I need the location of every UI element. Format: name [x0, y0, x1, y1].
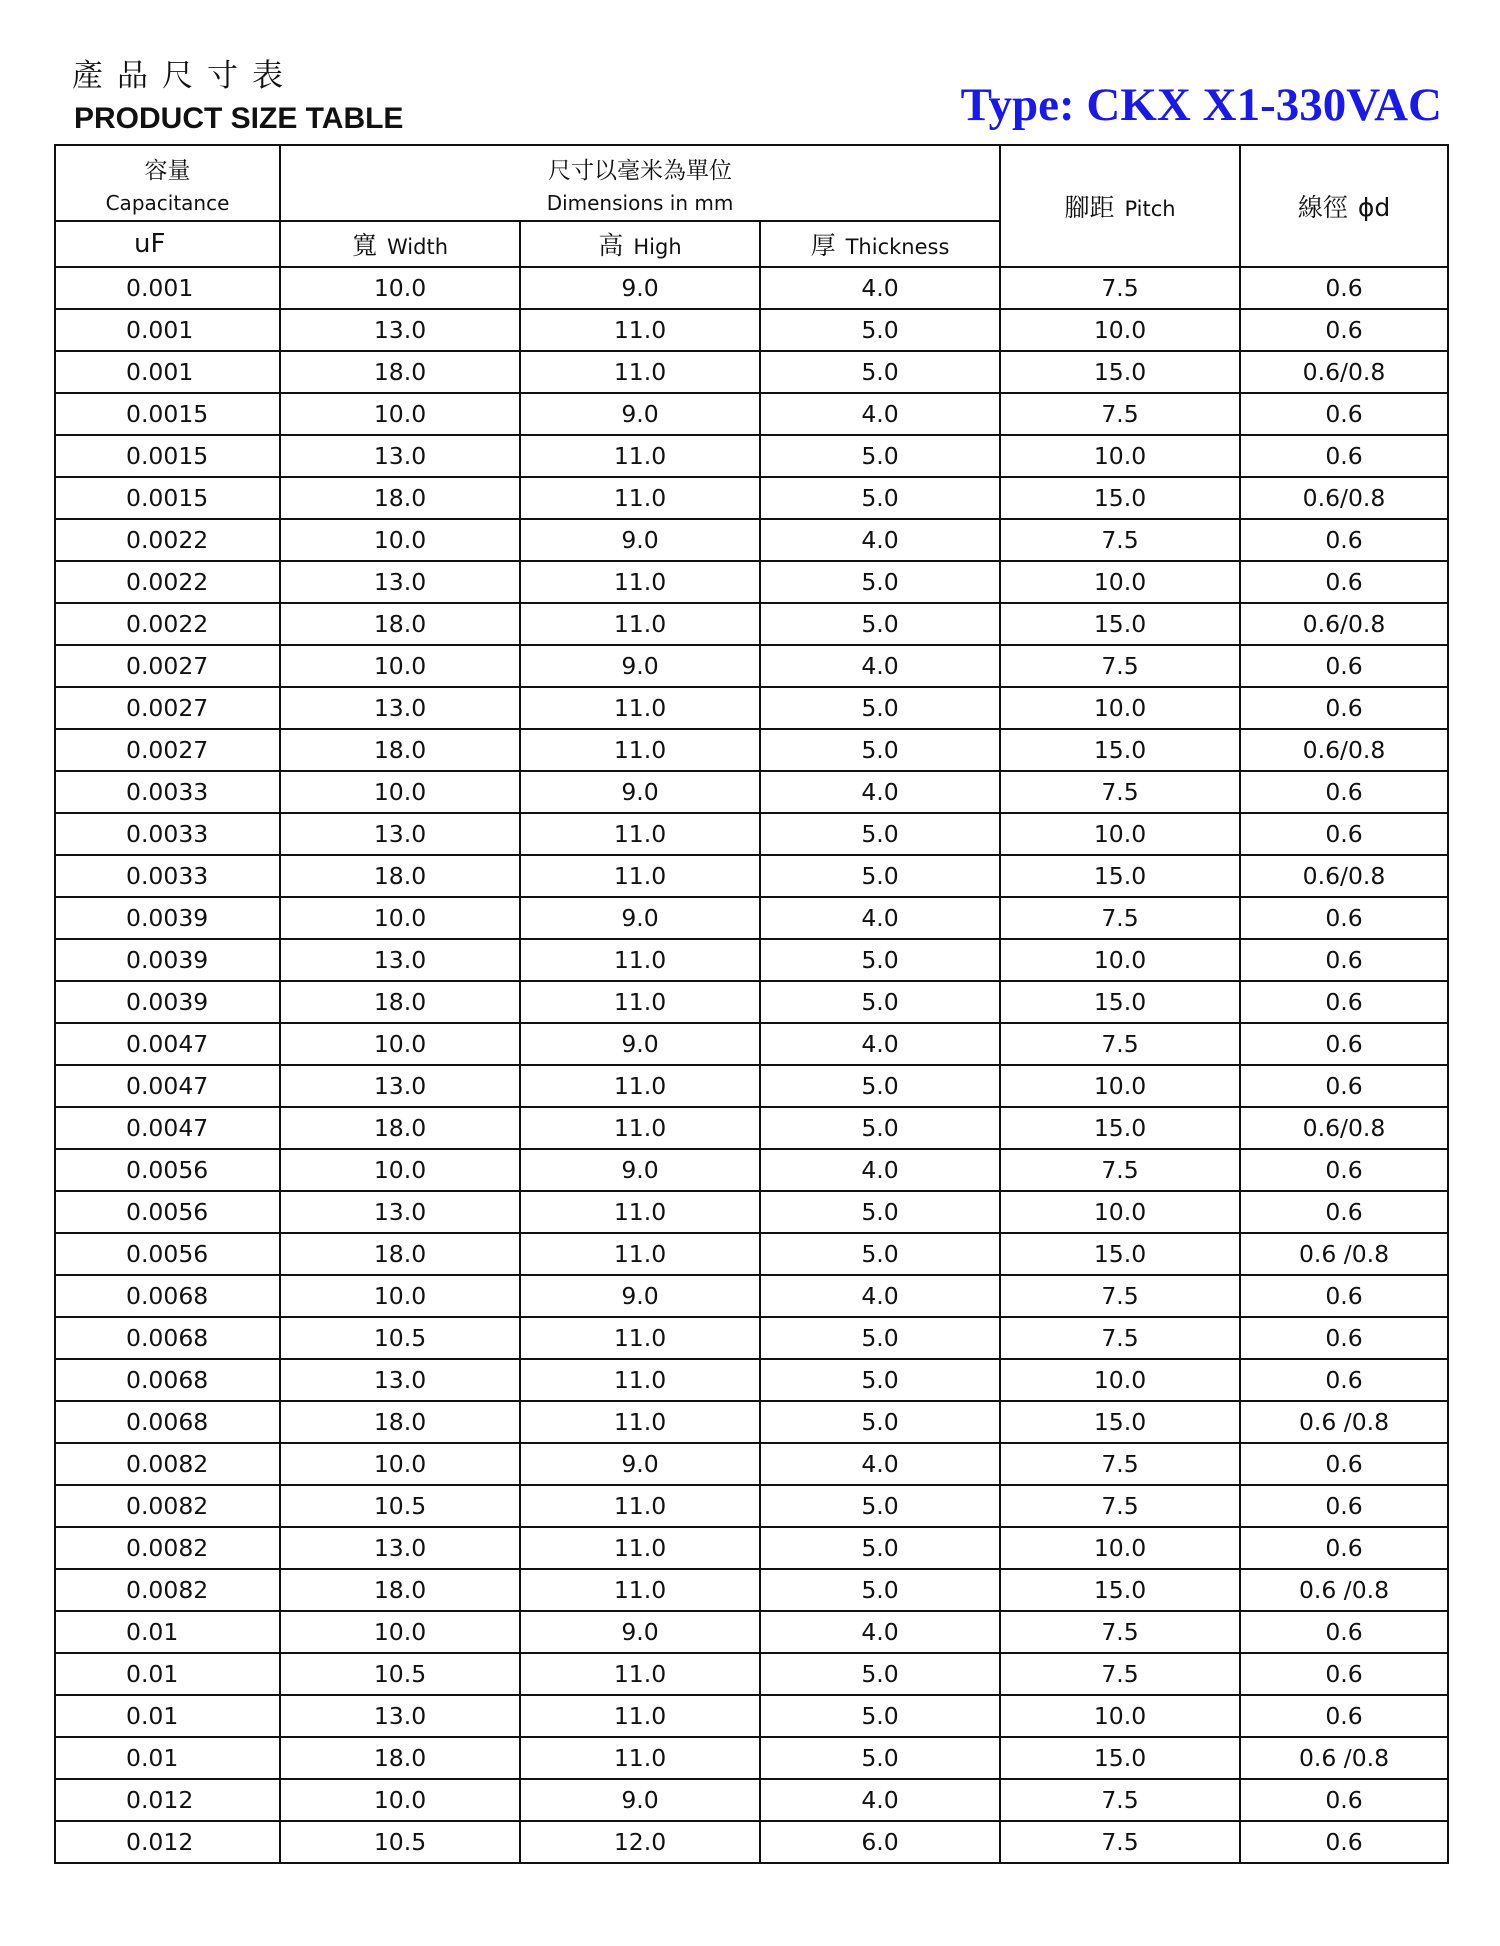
width-cell: 13.0 — [280, 561, 520, 603]
table-row — [55, 1737, 1448, 1779]
high-cell: 11.0 — [520, 1065, 760, 1107]
high-cell: 11.0 — [520, 1107, 760, 1149]
table-row — [55, 1779, 1448, 1821]
capacitance-cell: 0.0027 — [55, 729, 280, 771]
capacitance-cell: 0.0047 — [55, 1107, 280, 1149]
high-cell: 11.0 — [520, 1569, 760, 1611]
table-body — [55, 267, 1448, 1863]
thickness-cell: 5.0 — [760, 603, 1000, 645]
table-row — [55, 1317, 1448, 1359]
pitch-cell: 7.5 — [1000, 1275, 1240, 1317]
wire-diameter-cell: 0.6 /0.8 — [1240, 1233, 1448, 1275]
wire-diameter-cell: 0.6 — [1240, 1443, 1448, 1485]
wire-diameter-cell: 0.6 — [1240, 1653, 1448, 1695]
high-cell: 9.0 — [520, 771, 760, 813]
table-row — [55, 1191, 1448, 1233]
wire-diameter-cell: 0.6/0.8 — [1240, 729, 1448, 771]
table-row — [55, 1695, 1448, 1737]
thickness-cell: 5.0 — [760, 1485, 1000, 1527]
capacitance-cell: 0.01 — [55, 1653, 280, 1695]
table-row — [55, 645, 1448, 687]
pitch-cell: 10.0 — [1000, 1065, 1240, 1107]
wire-diameter-cell: 0.6 — [1240, 1485, 1448, 1527]
high-cell: 11.0 — [520, 1737, 760, 1779]
high-cell: 11.0 — [520, 1359, 760, 1401]
high-cell: 11.0 — [520, 1695, 760, 1737]
table-row — [55, 981, 1448, 1023]
pitch-cell: 10.0 — [1000, 1695, 1240, 1737]
wire-header-en: ϕd — [1357, 193, 1391, 222]
capacitance-cell: 0.0015 — [55, 435, 280, 477]
thickness-cell: 5.0 — [760, 1065, 1000, 1107]
wire-diameter-cell: 0.6/0.8 — [1240, 351, 1448, 393]
pitch-cell: 7.5 — [1000, 1611, 1240, 1653]
thickness-cell: 5.0 — [760, 729, 1000, 771]
thickness-cell: 5.0 — [760, 813, 1000, 855]
capacitance-cell: 0.0056 — [55, 1149, 280, 1191]
table-row — [55, 1107, 1448, 1149]
high-cell: 11.0 — [520, 687, 760, 729]
width-cell: 13.0 — [280, 1359, 520, 1401]
pitch-cell: 15.0 — [1000, 981, 1240, 1023]
wire-diameter-cell: 0.6 — [1240, 393, 1448, 435]
pitch-cell: 15.0 — [1000, 1107, 1240, 1149]
high-cell: 9.0 — [520, 1023, 760, 1065]
capacitance-cell: 0.0033 — [55, 771, 280, 813]
thickness-cell: 4.0 — [760, 393, 1000, 435]
pitch-cell: 7.5 — [1000, 897, 1240, 939]
capacitance-cell: 0.001 — [55, 267, 280, 309]
width-cell: 13.0 — [280, 309, 520, 351]
table-row — [55, 519, 1448, 561]
pitch-header-cn: 腳距 — [1064, 193, 1115, 222]
table-row — [55, 1443, 1448, 1485]
capacitance-cell: 0.0047 — [55, 1023, 280, 1065]
width-cell: 18.0 — [280, 1107, 520, 1149]
wire-diameter-cell: 0.6 — [1240, 1695, 1448, 1737]
capacitance-cell: 0.0022 — [55, 561, 280, 603]
high-cell: 9.0 — [520, 393, 760, 435]
high-cell: 11.0 — [520, 1191, 760, 1233]
capacitance-cell: 0.01 — [55, 1611, 280, 1653]
pitch-cell: 15.0 — [1000, 477, 1240, 519]
thickness-cell: 4.0 — [760, 1149, 1000, 1191]
pitch-cell: 7.5 — [1000, 1653, 1240, 1695]
thickness-cell: 4.0 — [760, 1443, 1000, 1485]
pitch-cell: 10.0 — [1000, 1359, 1240, 1401]
thickness-cell: 5.0 — [760, 1191, 1000, 1233]
table-row — [55, 1653, 1448, 1695]
dimensions-header-cn: 尺寸以毫米為單位 — [548, 157, 732, 184]
wire-diameter-cell: 0.6 — [1240, 1023, 1448, 1065]
wire-diameter-cell: 0.6 — [1240, 981, 1448, 1023]
table-row — [55, 729, 1448, 771]
thickness-cell: 5.0 — [760, 687, 1000, 729]
thickness-cell: 5.0 — [760, 1401, 1000, 1443]
thickness-cell: 4.0 — [760, 645, 1000, 687]
width-cell: 18.0 — [280, 603, 520, 645]
pitch-cell: 10.0 — [1000, 939, 1240, 981]
high-cell: 11.0 — [520, 1317, 760, 1359]
table-row — [55, 939, 1448, 981]
width-cell: 18.0 — [280, 477, 520, 519]
thickness-cell: 4.0 — [760, 1023, 1000, 1065]
thickness-cell: 5.0 — [760, 1527, 1000, 1569]
width-cell: 10.0 — [280, 771, 520, 813]
table-row — [55, 1275, 1448, 1317]
pitch-cell: 10.0 — [1000, 1527, 1240, 1569]
high-cell: 9.0 — [520, 1611, 760, 1653]
pitch-cell: 7.5 — [1000, 1317, 1240, 1359]
table-row — [55, 771, 1448, 813]
pitch-cell: 7.5 — [1000, 1149, 1240, 1191]
width-cell: 10.0 — [280, 1443, 520, 1485]
wire-diameter-cell: 0.6 — [1240, 1275, 1448, 1317]
pitch-cell: 7.5 — [1000, 771, 1240, 813]
table-row — [55, 1065, 1448, 1107]
wire-diameter-cell: 0.6 /0.8 — [1240, 1737, 1448, 1779]
capacitance-cell: 0.0056 — [55, 1233, 280, 1275]
pitch-header-en: Pitch — [1124, 197, 1176, 221]
high-cell: 11.0 — [520, 1485, 760, 1527]
wire-diameter-cell: 0.6 — [1240, 687, 1448, 729]
capacitance-cell: 0.0015 — [55, 477, 280, 519]
table-row — [55, 477, 1448, 519]
high-header — [520, 221, 760, 267]
pitch-cell: 7.5 — [1000, 1779, 1240, 1821]
unit-header: uF — [55, 221, 280, 267]
width-cell: 13.0 — [280, 939, 520, 981]
capacitance-cell: 0.0068 — [55, 1275, 280, 1317]
table-row — [55, 1023, 1448, 1065]
wire-diameter-cell: 0.6 — [1240, 1317, 1448, 1359]
capacitance-cell: 0.0027 — [55, 687, 280, 729]
thickness-cell: 6.0 — [760, 1821, 1000, 1863]
width-cell: 13.0 — [280, 1065, 520, 1107]
capacitance-cell: 0.012 — [55, 1821, 280, 1863]
high-header-cn: 高 — [598, 231, 624, 260]
high-cell: 11.0 — [520, 939, 760, 981]
high-cell: 11.0 — [520, 1527, 760, 1569]
high-cell: 12.0 — [520, 1821, 760, 1863]
pitch-cell: 15.0 — [1000, 1233, 1240, 1275]
width-cell: 10.0 — [280, 1023, 520, 1065]
table-row — [55, 309, 1448, 351]
thickness-cell: 5.0 — [760, 1653, 1000, 1695]
capacitance-cell: 0.0082 — [55, 1443, 280, 1485]
wire-diameter-cell: 0.6 /0.8 — [1240, 1401, 1448, 1443]
table-row — [55, 1821, 1448, 1863]
thickness-header-cn: 厚 — [810, 231, 836, 260]
capacitance-cell: 0.0033 — [55, 855, 280, 897]
pitch-cell: 10.0 — [1000, 687, 1240, 729]
table-row — [55, 897, 1448, 939]
pitch-cell: 7.5 — [1000, 393, 1240, 435]
pitch-cell: 7.5 — [1000, 645, 1240, 687]
wire-diameter-cell: 0.6/0.8 — [1240, 477, 1448, 519]
width-cell: 18.0 — [280, 1401, 520, 1443]
thickness-cell: 5.0 — [760, 1695, 1000, 1737]
width-header — [280, 221, 520, 267]
wire-diameter-cell: 0.6 — [1240, 1191, 1448, 1233]
table-row — [55, 1527, 1448, 1569]
table-row — [55, 393, 1448, 435]
width-cell: 13.0 — [280, 435, 520, 477]
capacitance-cell: 0.0033 — [55, 813, 280, 855]
table-row — [55, 351, 1448, 393]
width-cell: 10.0 — [280, 1149, 520, 1191]
pitch-cell: 15.0 — [1000, 1569, 1240, 1611]
thickness-cell: 5.0 — [760, 1737, 1000, 1779]
pitch-cell: 15.0 — [1000, 729, 1240, 771]
dimensions-header — [280, 145, 1000, 221]
wire-diameter-cell: 0.6 — [1240, 309, 1448, 351]
type-label: Type: CKX X1-330VAC — [960, 79, 1442, 131]
high-cell: 11.0 — [520, 477, 760, 519]
wire-diameter-cell: 0.6 — [1240, 435, 1448, 477]
width-cell: 18.0 — [280, 1569, 520, 1611]
thickness-header-en: Thickness — [845, 235, 950, 259]
capacitance-cell: 0.0068 — [55, 1317, 280, 1359]
wire-diameter-cell: 0.6 — [1240, 771, 1448, 813]
wire-diameter-cell: 0.6 — [1240, 1065, 1448, 1107]
high-cell: 11.0 — [520, 855, 760, 897]
pitch-cell: 10.0 — [1000, 561, 1240, 603]
capacitance-cell: 0.0082 — [55, 1527, 280, 1569]
dimensions-header-en: Dimensions in mm — [546, 190, 734, 215]
width-cell: 10.5 — [280, 1317, 520, 1359]
thickness-cell: 5.0 — [760, 351, 1000, 393]
capacitance-cell: 0.0039 — [55, 897, 280, 939]
wire-diameter-cell: 0.6/0.8 — [1240, 1107, 1448, 1149]
high-cell: 11.0 — [520, 813, 760, 855]
pitch-cell: 7.5 — [1000, 1821, 1240, 1863]
pitch-cell: 15.0 — [1000, 603, 1240, 645]
width-cell: 10.5 — [280, 1485, 520, 1527]
wire-diameter-cell: 0.6 — [1240, 939, 1448, 981]
width-cell: 13.0 — [280, 1695, 520, 1737]
high-cell: 11.0 — [520, 351, 760, 393]
high-cell: 11.0 — [520, 729, 760, 771]
wire-diameter-cell: 0.6 — [1240, 519, 1448, 561]
table-row — [55, 1611, 1448, 1653]
table-row — [55, 1359, 1448, 1401]
width-cell: 18.0 — [280, 729, 520, 771]
table-row — [55, 813, 1448, 855]
pitch-cell: 15.0 — [1000, 1737, 1240, 1779]
high-cell: 9.0 — [520, 1149, 760, 1191]
capacitance-cell: 0.0022 — [55, 519, 280, 561]
width-cell: 10.0 — [280, 267, 520, 309]
table-row — [55, 1233, 1448, 1275]
thickness-cell: 5.0 — [760, 1359, 1000, 1401]
high-cell: 9.0 — [520, 519, 760, 561]
width-cell: 13.0 — [280, 687, 520, 729]
width-cell: 18.0 — [280, 1737, 520, 1779]
high-cell: 9.0 — [520, 1275, 760, 1317]
capacitance-cell: 0.0068 — [55, 1359, 280, 1401]
capacitance-cell: 0.012 — [55, 1779, 280, 1821]
pitch-header — [1000, 145, 1240, 267]
thickness-cell: 4.0 — [760, 267, 1000, 309]
table-row — [55, 603, 1448, 645]
thickness-cell: 5.0 — [760, 1233, 1000, 1275]
thickness-cell: 4.0 — [760, 771, 1000, 813]
pitch-cell: 7.5 — [1000, 1443, 1240, 1485]
table-row — [55, 1569, 1448, 1611]
capacitance-cell: 0.0082 — [55, 1569, 280, 1611]
width-cell: 18.0 — [280, 981, 520, 1023]
width-cell: 10.0 — [280, 1611, 520, 1653]
pitch-cell: 10.0 — [1000, 309, 1240, 351]
pitch-cell: 15.0 — [1000, 855, 1240, 897]
width-cell: 13.0 — [280, 1527, 520, 1569]
width-cell: 10.0 — [280, 393, 520, 435]
table-row — [55, 267, 1448, 309]
wire-diameter-cell: 0.6 — [1240, 1821, 1448, 1863]
width-header-cn: 寬 — [351, 231, 377, 260]
thickness-cell: 4.0 — [760, 1779, 1000, 1821]
width-cell: 10.0 — [280, 645, 520, 687]
table-row — [55, 435, 1448, 477]
table-row — [55, 687, 1448, 729]
capacitance-cell: 0.0022 — [55, 603, 280, 645]
thickness-cell: 5.0 — [760, 1569, 1000, 1611]
capacitance-header — [55, 145, 280, 221]
wire-diameter-cell: 0.6 /0.8 — [1240, 1569, 1448, 1611]
wire-diameter-cell: 0.6 — [1240, 1359, 1448, 1401]
thickness-cell: 4.0 — [760, 897, 1000, 939]
capacitance-cell: 0.001 — [55, 351, 280, 393]
wire-diameter-cell: 0.6 — [1240, 267, 1448, 309]
thickness-header — [760, 221, 1000, 267]
capacitance-cell: 0.01 — [55, 1695, 280, 1737]
width-cell: 10.5 — [280, 1821, 520, 1863]
thickness-cell: 5.0 — [760, 477, 1000, 519]
thickness-cell: 4.0 — [760, 1275, 1000, 1317]
width-cell: 10.0 — [280, 519, 520, 561]
pitch-cell: 10.0 — [1000, 813, 1240, 855]
wire-diameter-header — [1240, 145, 1448, 267]
width-cell: 10.0 — [280, 1275, 520, 1317]
pitch-cell: 10.0 — [1000, 435, 1240, 477]
capacitance-cell: 0.0039 — [55, 939, 280, 981]
capacitance-cell: 0.0068 — [55, 1401, 280, 1443]
high-cell: 11.0 — [520, 603, 760, 645]
product-size-table — [54, 144, 1449, 1864]
table-row — [55, 1401, 1448, 1443]
thickness-cell: 4.0 — [760, 519, 1000, 561]
capacitance-cell: 0.0056 — [55, 1191, 280, 1233]
thickness-cell: 5.0 — [760, 939, 1000, 981]
thickness-cell: 4.0 — [760, 1611, 1000, 1653]
pitch-cell: 7.5 — [1000, 519, 1240, 561]
pitch-cell: 7.5 — [1000, 1023, 1240, 1065]
wire-diameter-cell: 0.6/0.8 — [1240, 855, 1448, 897]
high-cell: 9.0 — [520, 897, 760, 939]
high-cell: 11.0 — [520, 309, 760, 351]
capacitance-cell: 0.0039 — [55, 981, 280, 1023]
width-cell: 18.0 — [280, 351, 520, 393]
capacitance-cell: 0.0027 — [55, 645, 280, 687]
width-cell: 18.0 — [280, 855, 520, 897]
wire-diameter-cell: 0.6 — [1240, 1149, 1448, 1191]
high-cell: 11.0 — [520, 435, 760, 477]
high-cell: 11.0 — [520, 561, 760, 603]
high-header-en: High — [633, 235, 682, 259]
width-cell: 13.0 — [280, 1191, 520, 1233]
wire-diameter-cell: 0.6 — [1240, 1527, 1448, 1569]
thickness-cell: 5.0 — [760, 1317, 1000, 1359]
high-cell: 11.0 — [520, 981, 760, 1023]
thickness-cell: 5.0 — [760, 1107, 1000, 1149]
capacitance-header-cn: 容量 — [144, 157, 191, 184]
wire-diameter-cell: 0.6 — [1240, 645, 1448, 687]
title-chinese: 產品尺寸表 — [72, 58, 297, 94]
wire-diameter-cell: 0.6 — [1240, 813, 1448, 855]
capacitance-header-en: Capacitance — [105, 190, 230, 215]
thickness-cell: 5.0 — [760, 855, 1000, 897]
table-row — [55, 855, 1448, 897]
high-cell: 11.0 — [520, 1233, 760, 1275]
high-cell: 11.0 — [520, 1653, 760, 1695]
width-cell: 18.0 — [280, 1233, 520, 1275]
table-row — [55, 1485, 1448, 1527]
pitch-cell: 15.0 — [1000, 1401, 1240, 1443]
wire-diameter-cell: 0.6 — [1240, 1611, 1448, 1653]
capacitance-cell: 0.0047 — [55, 1065, 280, 1107]
capacitance-cell: 0.0015 — [55, 393, 280, 435]
thickness-cell: 5.0 — [760, 981, 1000, 1023]
width-cell: 10.0 — [280, 897, 520, 939]
pitch-cell: 7.5 — [1000, 1485, 1240, 1527]
page-title: PRODUCT SIZE TABLE — [74, 102, 404, 135]
width-cell: 13.0 — [280, 813, 520, 855]
table-row — [55, 561, 1448, 603]
thickness-cell: 5.0 — [760, 435, 1000, 477]
capacitance-cell: 0.01 — [55, 1737, 280, 1779]
capacitance-cell: 0.0082 — [55, 1485, 280, 1527]
high-cell: 9.0 — [520, 1779, 760, 1821]
high-cell: 9.0 — [520, 645, 760, 687]
thickness-cell: 5.0 — [760, 309, 1000, 351]
pitch-cell: 10.0 — [1000, 1191, 1240, 1233]
pitch-cell: 7.5 — [1000, 267, 1240, 309]
width-cell: 10.5 — [280, 1653, 520, 1695]
capacitance-cell: 0.001 — [55, 309, 280, 351]
pitch-cell: 15.0 — [1000, 351, 1240, 393]
wire-diameter-cell: 0.6 — [1240, 1779, 1448, 1821]
width-header-en: Width — [387, 235, 449, 259]
high-cell: 9.0 — [520, 267, 760, 309]
width-cell: 10.0 — [280, 1779, 520, 1821]
thickness-cell: 5.0 — [760, 561, 1000, 603]
wire-header-cn: 線徑 — [1297, 193, 1348, 222]
wire-diameter-cell: 0.6/0.8 — [1240, 603, 1448, 645]
high-cell: 11.0 — [520, 1401, 760, 1443]
wire-diameter-cell: 0.6 — [1240, 561, 1448, 603]
wire-diameter-cell: 0.6 — [1240, 897, 1448, 939]
table-row — [55, 1149, 1448, 1191]
high-cell: 9.0 — [520, 1443, 760, 1485]
